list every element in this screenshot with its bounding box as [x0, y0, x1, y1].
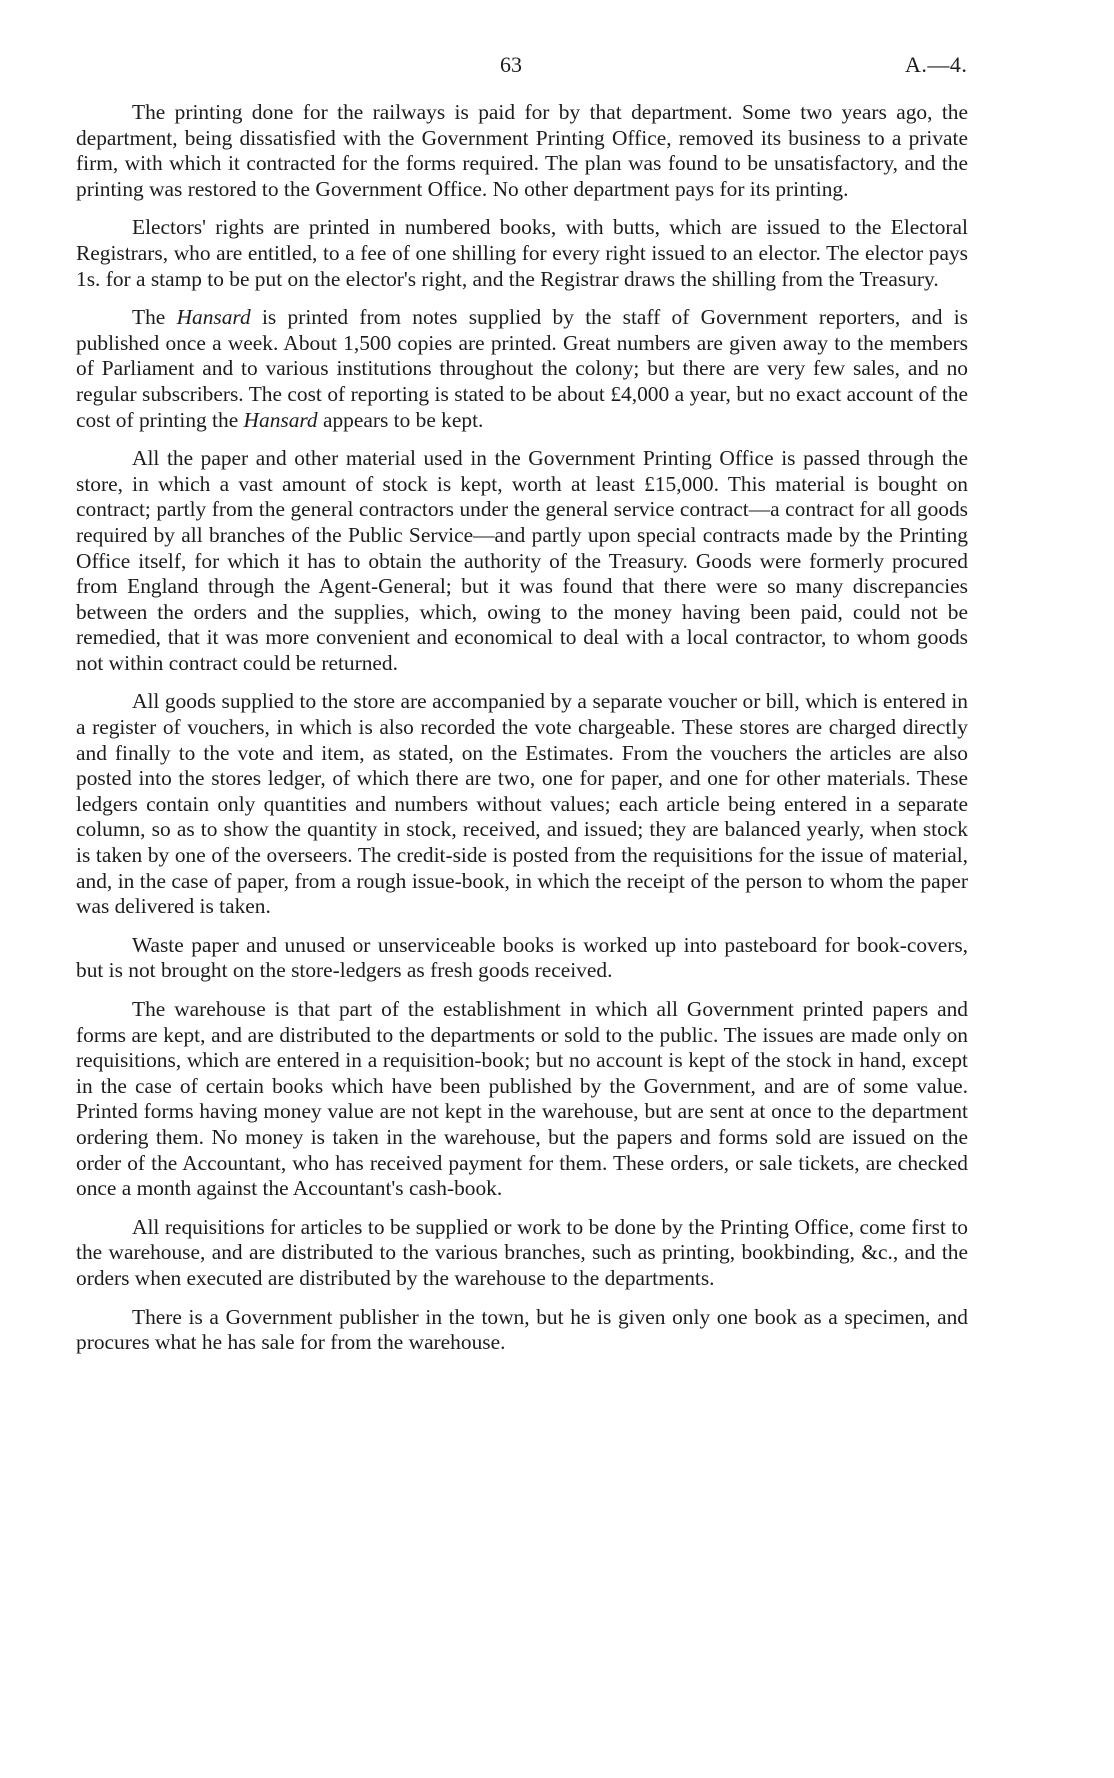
paragraph-requisitions: All requisitions for articles to be supplied or work to be done by the Printing Office, come first to the warehouse, and are distributed to the various branches, such as printing, bookbinding, &c., and the orders when executed are distributed by the warehouse to the departments. — [76, 1214, 968, 1290]
hansard-text-2: is printed from notes supplied by the staff of Government reporters, and is published once a week. About 1,500 copies are printed. Great numbers are given away to the members of Parliament and to various institutions throughout the colony; but there are very few sales, and no regular subscribers. The cost of reporting is stated to be about £4,000 a year, but no exact account of the cost of printing the — [76, 305, 968, 432]
paragraph-publisher: There is a Government publisher in the town, but he is given only one book as a specimen, and procures what he has sale for from the warehouse. — [76, 1304, 968, 1355]
hansard-text-3: appears to be kept. — [317, 407, 484, 432]
hansard-title-2: Hansard — [243, 407, 318, 432]
body-text — [76, 100, 968, 1369]
page-header — [0, 52, 1114, 82]
paragraph-warehouse: The warehouse is that part of the establishment in which all Government printed papers and forms are kept, and are distributed to the departments or sold to the public. The issues are made only on requisitions, which are entered in a requisition-book; but no account is kept of the stock in hand, except in the case of certain books which have been published by the Government, and are of some value. Printed forms having money value are not kept in the warehouse, but are sent at once to the department ordering them. No money is taken in the warehouse, but the papers and forms sold are issued on the order of the Accountant, who has received payment for them. These orders, or sale tickets, are checked once a month against the Accountant's cash-book. — [76, 997, 968, 1201]
document-reference: A.—4. — [905, 52, 968, 77]
paragraph-store-material: All the paper and other material used in the Government Printing Office is passed through the store, in which a vast amount of stock is kept, worth at least £15,000. This material is bought on contract; partly from the general contractors under the general service contract—a contract for all goods required by all branches of the Public Service—and partly upon special contracts made by the Printing Office itself, for which it has to obtain the authority of the Treasury. Goods were formerly procured from England through the Agent-General; but it was found that there were so many discrepancies between the orders and the supplies, which, owing to the money having been paid, could not be remedied, that it was more convenient and economical to deal with a local contractor, to whom goods not within contract could be returned. — [76, 446, 968, 675]
page-number: 63 — [500, 52, 522, 77]
paragraph-hansard — [76, 305, 968, 433]
paragraph-electors-rights: Electors' rights are printed in numbered books, with butts, which are issued to the Electoral Registrars, who are entitled, to a fee of one shilling for every right issued to an elector. The elector pays 1s. for a stamp to be put on the elector's right, and the Registrar draws the shilling from the Treasury. — [76, 215, 968, 291]
paragraph-waste-paper: Waste paper and unused or unserviceable books is worked up into pasteboard for book-covers, but is not brought on the store-ledgers as fresh goods received. — [76, 932, 968, 983]
paragraph-vouchers-ledgers: All goods supplied to the store are accompanied by a separate voucher or bill, which is entered in a register of vouchers, in which is also recorded the vote chargeable. These stores are charged directly and finally to the vote and item, as stated, on the Estimates. From the vouchers the articles are also posted into the stores ledger, of which there are two, one for paper, and one for other materials. These ledgers contain only quantities and numbers without values; each article being entered in a separate column, so as to show the quantity in stock, received, and issued; they are balanced yearly, when stock is taken by one of the overseers. The credit-side is posted from the requisitions for the issue of material, and, in the case of paper, from a rough issue-book, in which the receipt of the person to whom the paper was delivered is taken. — [76, 689, 968, 919]
paragraph-railway-printing: The printing done for the railways is paid for by that department. Some two years ago, the department, being dissatisfied with the Government Printing Office, removed its business to a private firm, with which it contracted for the forms required. The plan was found to be unsatisfactory, and the printing was restored to the Government Office. No other department pays for its printing. — [76, 100, 968, 201]
hansard-text-1: The — [132, 305, 177, 330]
hansard-title-1: Hansard — [176, 305, 251, 330]
